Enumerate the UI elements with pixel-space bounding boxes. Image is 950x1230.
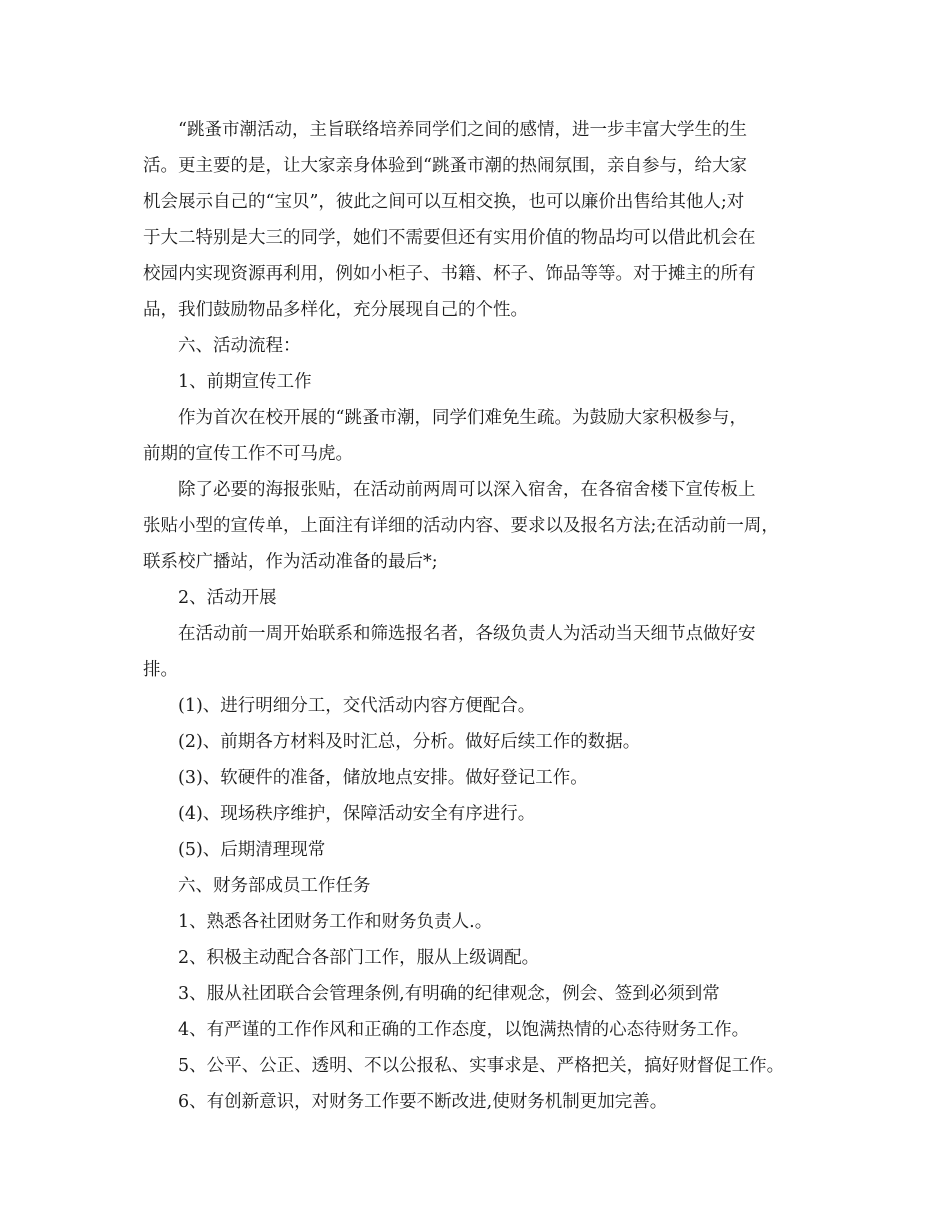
text-line: 在活动前一周开始联系和筛选报名者，各级负责人为活动当天细节点做好安 [178, 624, 756, 644]
text-line: 品，我们鼓励物品多样化，充分展现自己的个性。 [143, 300, 528, 320]
text-line: 机会展示自己的“宝贝”，彼此之间可以互相交换，也可以廉价出售给其他人;对 [143, 192, 745, 212]
list-item: (2)、前期各方材料及时汇总，分析。做好后续工作的数据。 [178, 732, 641, 752]
list-item: 2、积极主动配合各部门工作，服从上级调配。 [178, 948, 540, 968]
text-line: 校园内实现资源再利用，例如小柜子、书籍、杯子、饰品等等。对于摊主的所有 [143, 264, 756, 284]
document-body [143, 112, 833, 1120]
subsection-heading: 2、活动开展 [178, 588, 277, 608]
list-item: 1、熟悉各社团财务工作和财务负责人.。 [178, 912, 493, 932]
text-line: 除了必要的海报张贴，在活动前两周可以深入宿舍，在各宿舍楼下宣传板上 [178, 480, 756, 500]
text-line: 于大二特别是大三的同学，她们不需要但还有实用价值的物品均可以借此机会在 [143, 228, 756, 248]
list-item: 3、服从社团联合会管理条例,有明确的纪律观念，例会、签到必须到常 [178, 984, 720, 1004]
section-heading: 六、财务部成员工作任务 [178, 876, 371, 896]
section-heading: 六、活动流程： [178, 336, 301, 356]
text-line: 张贴小型的宣传单，上面注有详细的活动内容、要求以及报名方法;在活动前一周， [143, 516, 779, 536]
subsection-heading: 1、前期宣传工作 [178, 372, 312, 392]
list-item: (1)、进行明细分工，交代活动内容方便配合。 [178, 696, 536, 716]
text-line: 作为首次在校开展的“跳蚤市潮，同学们难免生疏。为鼓励大家积极参与， [178, 408, 747, 428]
list-item: 6、有创新意识，对财务工作要不断改进,使财务机制更加完善。 [178, 1092, 668, 1112]
list-item: 4、有严谨的工作作风和正确的工作态度，以饱满热情的心态待财务工作。 [178, 1020, 750, 1040]
text-line: 前期的宣传工作不可马虎。 [143, 444, 353, 464]
list-item: (3)、软硬件的准备，储放地点安排。做好登记工作。 [178, 768, 588, 788]
list-item: (5)、后期清理现常 [178, 840, 326, 860]
list-item: (4)、现场秩序维护，保障活动安全有序进行。 [178, 804, 536, 824]
text-line: 活。更主要的是，让大家亲身体验到“跳蚤市潮的热闹氛围，亲自参与，给大家 [143, 156, 747, 176]
text-line: 排。 [143, 660, 178, 680]
list-item: 5、公平、公正、透明、不以公报私、实事求是、严格把关，搞好财督促工作。 [178, 1056, 785, 1076]
text-line: “跳蚤市潮活动，主旨联络培养同学们之间的感情，进一步丰富大学生的生 [178, 120, 747, 140]
text-line: 联系校广播站，作为活动准备的最后*; [143, 552, 438, 572]
